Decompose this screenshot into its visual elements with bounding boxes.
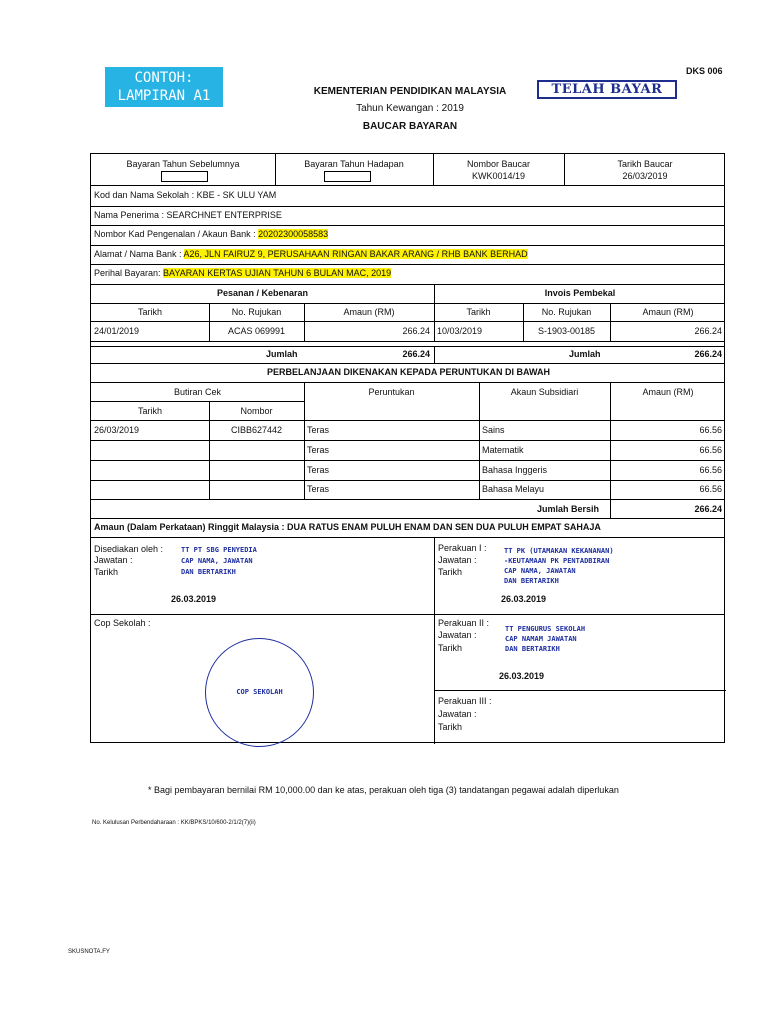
school-label: Kod dan Nama Sekolah : (94, 190, 197, 200)
rule (91, 382, 724, 383)
prepared-label: Disediakan oleh : (94, 544, 164, 554)
rule (91, 480, 724, 481)
payee-row (94, 210, 282, 221)
subsidiary-3: Bahasa Inggeris (482, 465, 548, 475)
account-value: 20202300058583 (258, 229, 329, 239)
subsidiary-2: Matematik (482, 445, 524, 455)
subsidiary-1: Sains (482, 425, 505, 435)
amount-in-words: Amaun (Dalam Perkataan) Ringgit Malaysia : DUA RATUS ENAM PULUH ENAM DAN SEN DUA PULUH EMPAT SAHAJA (94, 522, 601, 532)
rule (91, 401, 304, 402)
cert1-date: 26.03.2019 (501, 594, 547, 604)
order-total-label: Jumlah (266, 349, 298, 359)
order-date: 24/01/2019 (94, 326, 140, 336)
cert2-position-label: Jawatan : (438, 630, 477, 640)
school-row (94, 190, 276, 201)
purpose-label: Perihal Bayaran: (94, 268, 164, 278)
rule (91, 537, 724, 538)
invoice-col-ref: No. Rujukan (541, 307, 592, 317)
footnote: * Bagi pembayaran bernilai RM 10,000.00 dan ke atas, perakuan oleh tiga (3) tandatangan pegawai adalah diperlukan (148, 785, 619, 795)
invoice-ref: S-1903-00185 (537, 326, 596, 336)
amount-4: 66.56 (699, 484, 722, 494)
cert3-position-label: Jawatan : (438, 709, 477, 719)
order-section-title: Pesanan / Kebenaran (216, 288, 309, 298)
order-total: 266.24 (402, 349, 430, 359)
voucher-no: KWK0014/19 (471, 171, 526, 181)
treasury-ref: No. Kelulusan Perbendaharaan : KK/BPKS/10/600-2/1/2(7)(ii) (92, 820, 256, 826)
subsidiary-label: Akaun Subsidiari (510, 387, 579, 397)
rule (91, 303, 724, 304)
cert1-note-2: -KEUTAMAAN PK PENTADBIRAN (504, 557, 610, 565)
rule (91, 363, 724, 364)
rule (434, 346, 435, 363)
account-row (94, 229, 328, 240)
paid-stamp: TELAH BAYAR (537, 80, 677, 99)
sample-label-line2: LAMPIRAN A1 (117, 88, 211, 104)
cheque-details-label: Butiran Cek (173, 387, 222, 397)
school-stamp (205, 638, 314, 747)
cheque-no-label: Nombor (240, 406, 273, 416)
rule (91, 460, 724, 461)
rule (91, 499, 724, 500)
allocation-3: Teras (307, 465, 330, 475)
cert3-label: Perakuan III : (438, 696, 492, 706)
subsidiary-4: Bahasa Melayu (482, 484, 545, 494)
financial-year: Tahun Kewangan : 2019 (356, 103, 464, 114)
rule (91, 518, 724, 519)
cheque-date-label: Tarikh (137, 406, 162, 416)
rule (479, 382, 480, 499)
address-value: A26, JLN FAIRUZ 9, PERUSAHAAN RINGAN BAKAR ARANG / RHB BANK BERHAD (183, 249, 528, 259)
allocation-1: Teras (307, 425, 330, 435)
net-total-label: Jumlah Bersih (537, 504, 600, 514)
rule (91, 614, 724, 615)
amount-1: 66.56 (699, 425, 722, 435)
order-ref: ACAS 069991 (227, 326, 286, 336)
prepared-note-1: TT PT SBG PENYEDIA (181, 546, 257, 554)
payee-value: SEARCHNET ENTERPRISE (166, 210, 282, 220)
order-col-date: Tarikh (137, 307, 162, 317)
invoice-col-date: Tarikh (466, 307, 491, 317)
cert1-note-4: DAN BERTARIKH (504, 577, 559, 585)
voucher-date: 26/03/2019 (622, 171, 668, 181)
voucher-form (90, 153, 725, 743)
invoice-section-title: Invois Pembekal (544, 288, 616, 298)
cert1-date-label: Tarikh (438, 567, 463, 577)
cert2-note-1: TT PENGURUS SEKOLAH (505, 625, 586, 633)
school-value: KBE - SK ULU YAM (196, 190, 277, 200)
rule (91, 321, 724, 322)
rule (91, 185, 724, 186)
rule (434, 537, 435, 744)
rule (304, 382, 305, 499)
prev-year-label: Bayaran Tahun Sebelumnya (126, 159, 240, 169)
cert1-label: Perakuan I : (438, 543, 487, 553)
cert3-date-label: Tarikh (438, 722, 463, 732)
cheque-no: CIBB627442 (230, 425, 283, 435)
cert1-position-label: Jawatan : (438, 555, 477, 565)
invoice-total-label: Jumlah (569, 349, 601, 359)
next-year-checkbox[interactable] (324, 171, 371, 182)
invoice-date: 10/03/2019 (437, 326, 483, 336)
order-amount: 266.24 (402, 326, 430, 336)
sample-label-box (105, 67, 223, 107)
prev-year-checkbox[interactable] (161, 171, 208, 182)
cert1-note-3: CAP NAMA, JAWATAN (504, 567, 576, 575)
amount-label: Amaun (RM) (642, 387, 694, 397)
prepared-date: 26.03.2019 (171, 594, 217, 604)
account-label: Nombor Kad Pengenalan / Akaun Bank : (94, 229, 259, 239)
prepared-note-2: CAP NAMA, JAWATAN (181, 557, 253, 565)
invoice-col-amount: Amaun (RM) (642, 307, 694, 317)
purpose-value: BAYARAN KERTAS UJIAN TAHUN 6 BULAN MAC, 2019 (163, 268, 392, 278)
cert1-note-1: TT PK (UTAMAKAN KEKANANAN) (504, 547, 614, 555)
expenditure-title: PERBELANJAAN DIKENAKAN KEPADA PERUNTUKAN DI BAWAH (266, 367, 550, 377)
voucher-no-label: Nombor Baucar (466, 159, 531, 169)
rule (91, 341, 724, 342)
amount-2: 66.56 (699, 445, 722, 455)
bottom-code: SKUSNOTA.FY (68, 949, 110, 955)
cheque-date: 26/03/2019 (94, 425, 140, 435)
rule (91, 206, 724, 207)
address-row (94, 249, 528, 260)
order-col-amount: Amaun (RM) (343, 307, 395, 317)
rule (91, 284, 724, 285)
cert2-note-2: CAP NAMAM JAWATAN (505, 635, 577, 643)
cert2-date: 26.03.2019 (499, 671, 545, 681)
prepared-note-3: DAN BERTARIKH (181, 568, 236, 576)
school-stamp-text: COP SEKOLAH (236, 688, 283, 696)
rule (434, 690, 726, 691)
invoice-amount: 266.24 (694, 326, 722, 336)
invoice-total: 266.24 (694, 349, 722, 359)
voucher-date-label: Tarikh Baucar (617, 159, 673, 169)
cert2-note-3: DAN BERTARIKH (505, 645, 560, 653)
rule (91, 420, 724, 421)
form-code: DKS 006 (686, 66, 723, 76)
allocation-label: Peruntukan (368, 387, 415, 397)
allocation-2: Teras (307, 445, 330, 455)
rule (91, 264, 724, 265)
rule (91, 245, 724, 246)
payee-label: Nama Penerima : (94, 210, 167, 220)
purpose-row (94, 268, 391, 279)
order-col-ref: No. Rujukan (231, 307, 282, 317)
net-total: 266.24 (694, 504, 722, 514)
rule (91, 225, 724, 226)
allocation-4: Teras (307, 484, 330, 494)
cert2-date-label: Tarikh (438, 643, 463, 653)
prepared-position-label: Jawatan : (94, 555, 133, 565)
amount-3: 66.56 (699, 465, 722, 475)
address-label: Alamat / Nama Bank : (94, 249, 184, 259)
prepared-date-label: Tarikh (94, 567, 119, 577)
cert2-label: Perakuan II : (438, 618, 490, 628)
document-title: BAUCAR BAYARAN (362, 121, 458, 132)
sample-label-line1: CONTOH: (134, 70, 194, 86)
next-year-label: Bayaran Tahun Hadapan (304, 159, 404, 169)
rule (91, 346, 724, 347)
rule (91, 440, 724, 441)
ministry-title: KEMENTERIAN PENDIDIKAN MALAYSIA (313, 86, 507, 97)
school-stamp-label: Cop Sekolah : (94, 618, 151, 628)
